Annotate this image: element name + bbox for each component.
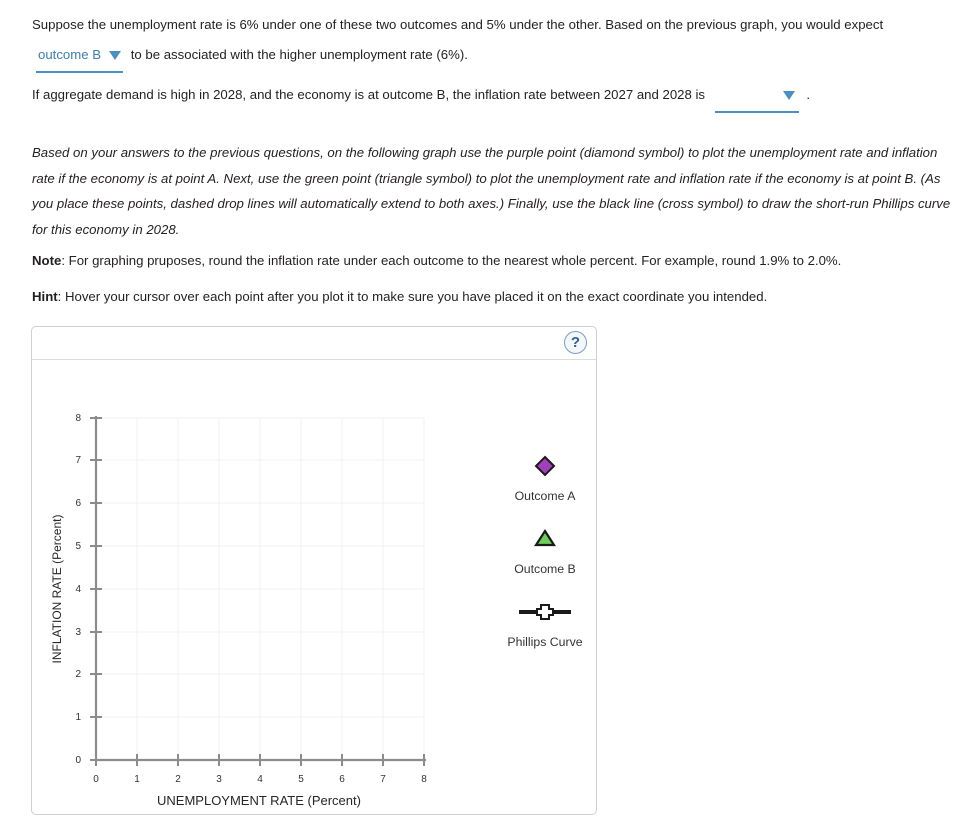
triangle-icon[interactable] [475,528,615,554]
x-tick-label: 6 [339,774,345,785]
graph-panel-header [32,327,596,360]
legend-entry-outcome-b[interactable] [475,528,615,576]
y-tick-label: 0 [75,755,81,766]
plot-area[interactable] [32,360,596,816]
legend-entry-outcome-a[interactable] [475,455,615,503]
chevron-down-icon [109,51,121,60]
x-tick-label: 7 [380,774,386,785]
y-tick-label: 1 [75,712,81,723]
x-tick-label: 0 [93,774,99,785]
x-tick-label: 4 [257,774,263,785]
chevron-down-icon [783,91,795,100]
y-tick-labels [75,413,81,766]
x-tick-label: 8 [421,774,427,785]
para1-text-after: to be associated with the higher unemployment rate (6%). [130,47,468,62]
x-axis-title: UNEMPLOYMENT RATE (Percent) [157,793,361,808]
hint-text: : Hover your cursor over each point after you plot it to make sure you have placed it on the exact coordinate you intended. [57,289,768,304]
y-tick-label: 3 [75,627,81,638]
hint-paragraph [32,287,932,307]
x-tick-label: 3 [216,774,222,785]
y-axis-title: INFLATION RATE (Percent) [50,514,64,664]
y-tick-label: 4 [75,584,81,595]
x-tick-label: 1 [134,774,140,785]
x-tick-label: 2 [175,774,181,785]
para2-text-after: . [806,87,811,102]
y-tick-label: 7 [75,455,81,466]
outcome-dropdown-value: outcome B [38,47,102,62]
question-paragraph-1 [32,10,944,73]
outcome-dropdown[interactable] [36,40,123,73]
note-label: Note [32,253,62,268]
y-tick-label: 8 [75,413,81,424]
hint-label: Hint [32,289,58,304]
legend-entry-phillips-curve[interactable] [475,601,615,649]
question-paragraph-2 [32,80,944,113]
inflation-rate-dropdown[interactable] [715,80,799,113]
y-tick-label: 6 [75,498,81,509]
legend-label-phillips-curve: Phillips Curve [507,635,583,649]
cross-line-icon[interactable] [475,601,615,627]
help-icon[interactable]: ? [564,331,587,354]
diamond-icon[interactable] [475,455,615,481]
legend-label-outcome-b: Outcome B [514,562,576,576]
y-tick-label: 2 [75,669,81,680]
note-paragraph [32,251,932,271]
y-tick-label: 5 [75,541,81,552]
chart-legend [475,455,615,674]
note-text: : For graphing pruposes, round the inflation rate under each outcome to the nearest whole percent. For example, round 1.9% to 2.0%. [61,253,842,268]
x-tick-label: 5 [298,774,304,785]
x-tick-labels [93,774,427,785]
instructions-paragraph: Based on your answers to the previous questions, on the following graph use the purple point (diamond symbol) to plot the unemployment rate and inflation rate if the economy is at point A. Next, use the green point (triangle symbol) to plot the unemployment rate and inflation rate if the economy is at point B. (As you place these points, dashed drop lines will automatically extend to both axes.) Finally, use the black line (cross symbol) to draw the short-run Phillips curve for this economy in 2028. [32,145,951,237]
graph-panel [31,326,597,815]
para1-text-before: Suppose the unemployment rate is 6% under one of these two outcomes and 5% under the other. Based on the previous graph, you would expect [32,17,884,32]
para2-text-before: If aggregate demand is high in 2028, and the economy is at outcome B, the inflation rate between 2027 and 2028 is [32,87,706,102]
legend-label-outcome-a: Outcome A [514,489,576,503]
